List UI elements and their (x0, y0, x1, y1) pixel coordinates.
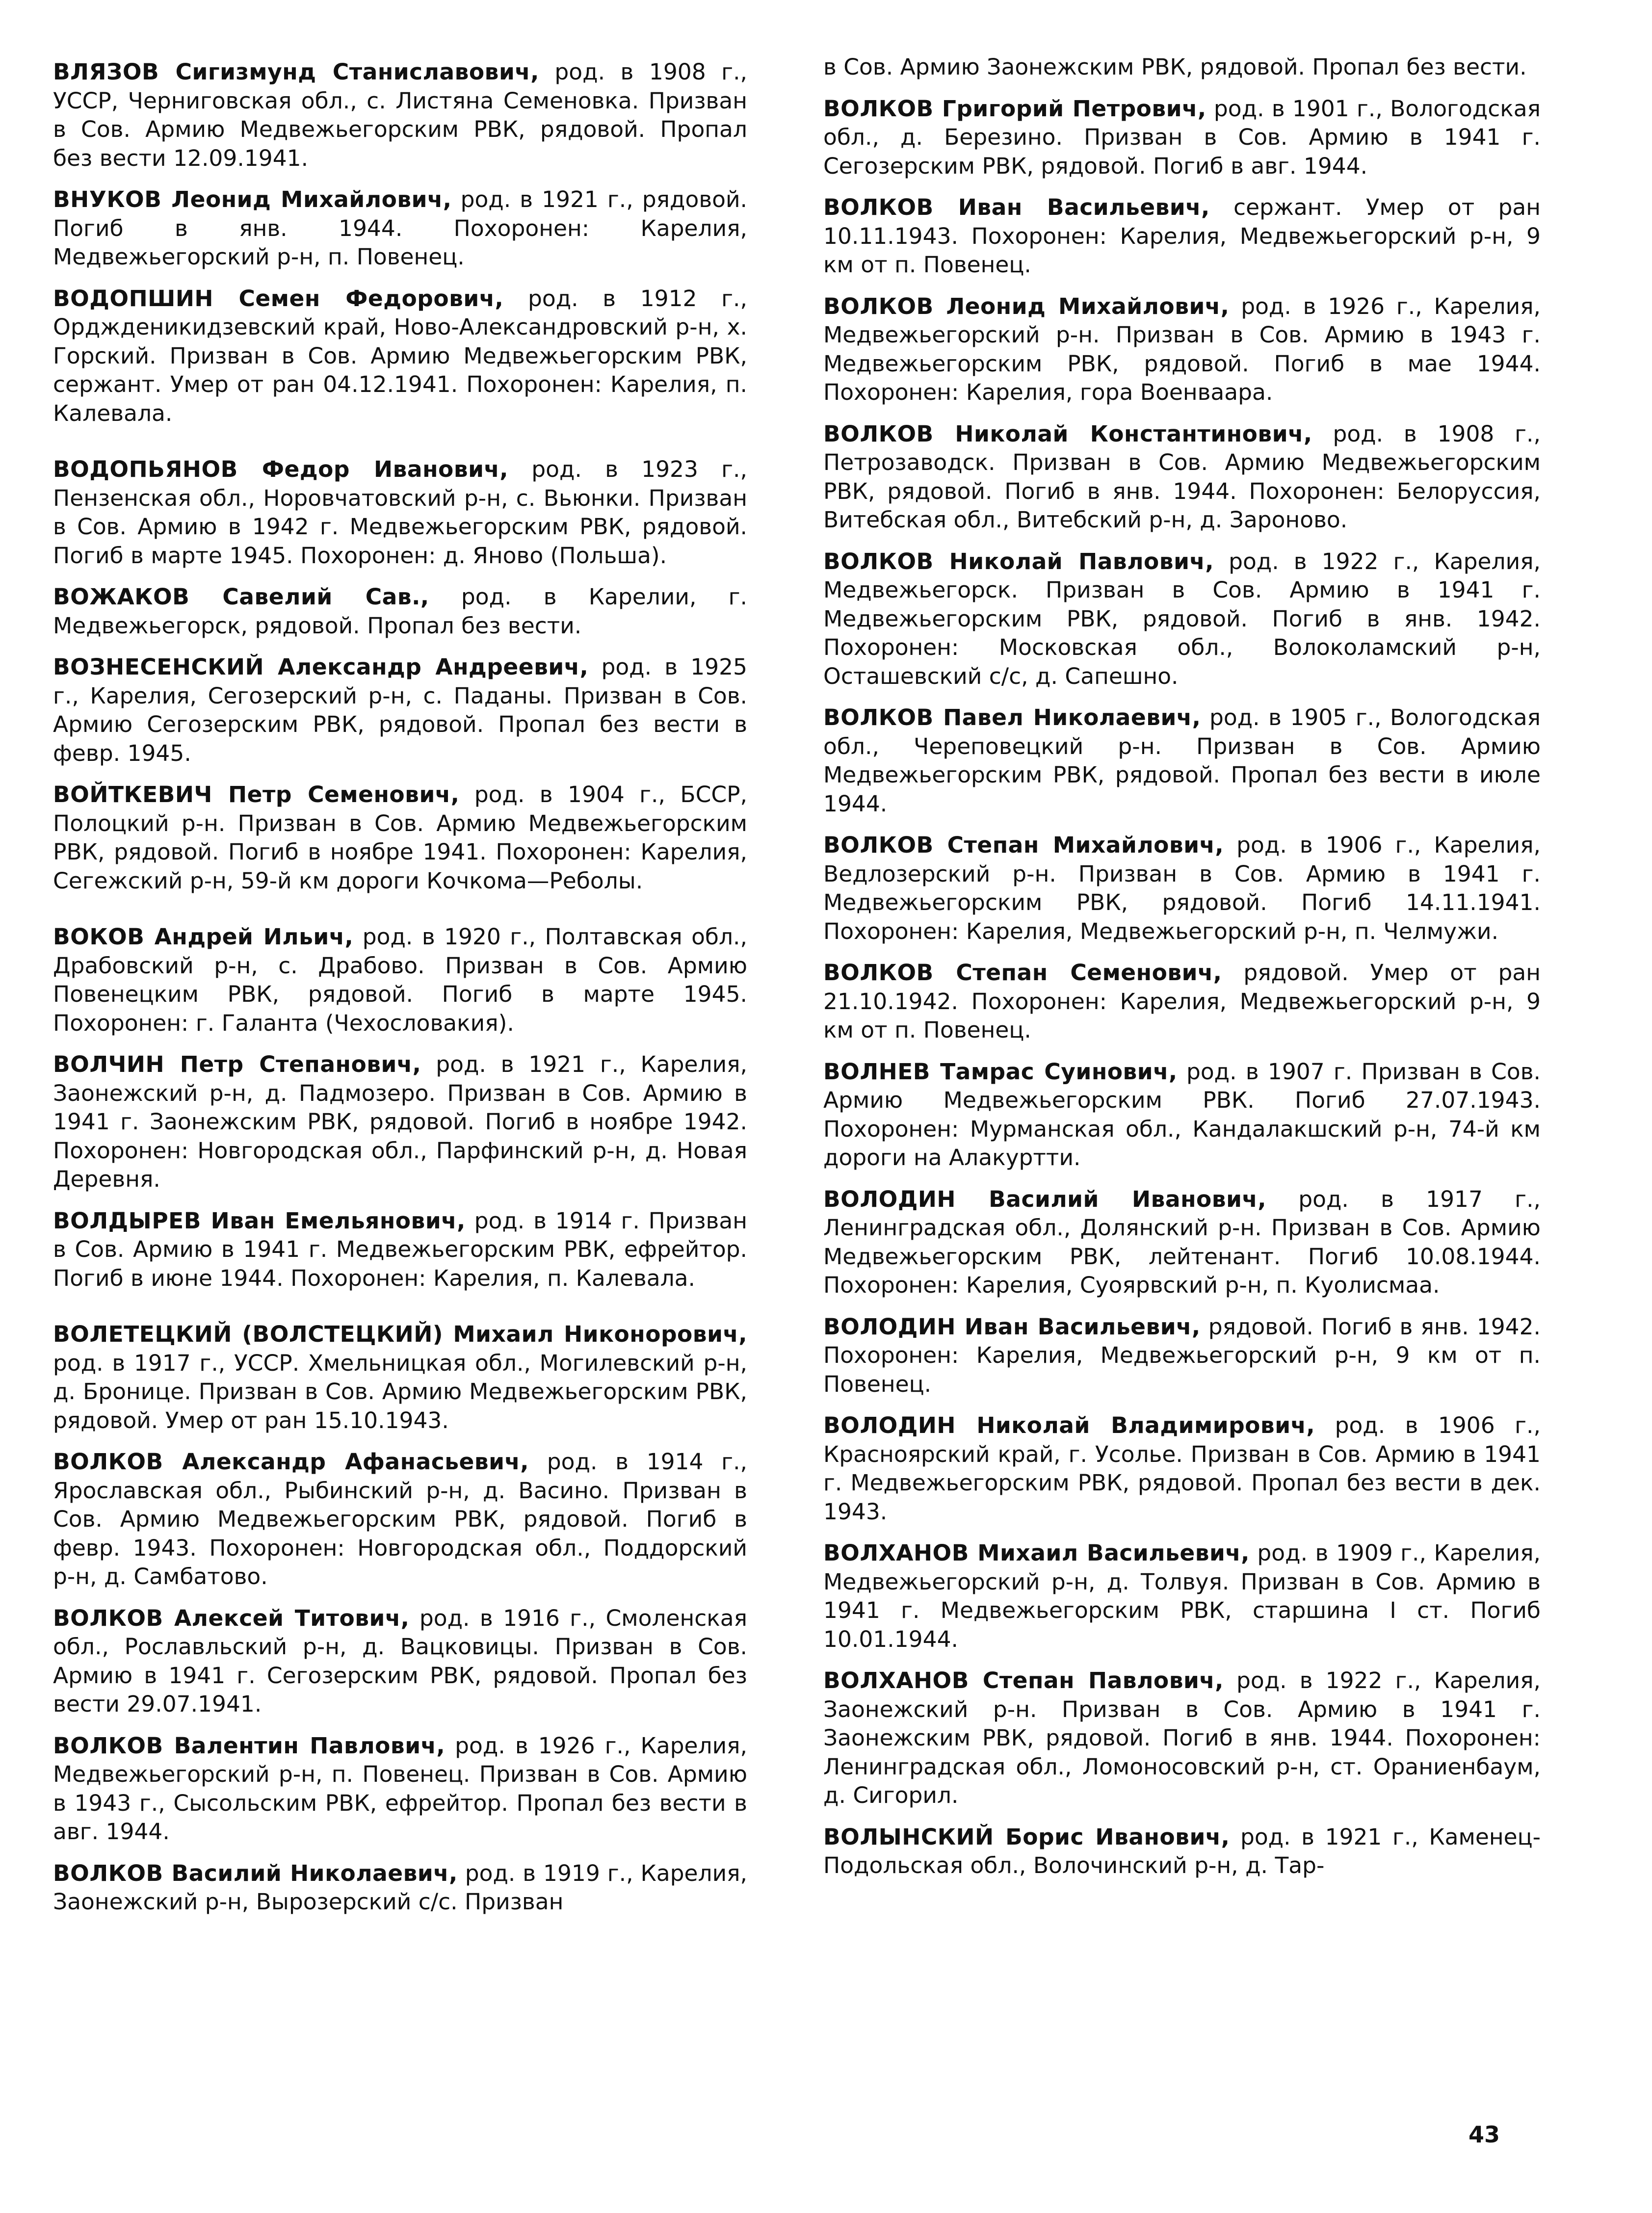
entry-name: ВОЗНЕСЕНСКИЙ Александр Андреевич, (53, 654, 589, 680)
entry (53, 185, 747, 272)
entry (823, 1313, 1541, 1399)
entry-text: род. в Карелии, г. Медвежьегорск, рядовой. Пропал без вести. (53, 584, 748, 639)
right-column (823, 53, 1541, 1893)
entry (823, 547, 1541, 691)
entry-text: род. в 1919 г., Карелия, Заонежский р-н, Вырозерский с/с. Призван (53, 1860, 747, 1915)
entry-name: ВОЛКОВ Александр Афанасьевич, (53, 1449, 529, 1475)
entry-name: ВОЙТКЕВИЧ Петр Семенович, (53, 781, 460, 807)
entry (823, 959, 1541, 1045)
entry-text: род. в 1914 г. Призван в Сов. Армию в 1941 г. Медвежьегорским РВК, ефрейтор. Погиб в июне 1944. Похоронен: Карелия, п. Калевала. (53, 1207, 747, 1291)
entry-text: рядовой. Погиб в янв. 1942. Похоронен: Карелия, Медвежьегорский р-н, 9 км от п. Повенец. (823, 1313, 1541, 1397)
entry-name: ВОЛОДИН Василий Иванович, (823, 1186, 1267, 1212)
entry (53, 285, 747, 428)
entry-text: рядовой. Умер от ран 21.10.1942. Похоронен: Карелия, Медвежьегорский р-н, 9 км от п. Повенец. (823, 960, 1541, 1043)
entry (823, 1058, 1541, 1172)
entry (53, 58, 747, 173)
entry-name: ВОЛКОВ Павел Николаевич, (823, 704, 1201, 730)
entry-name: ВОЛОДИН Иван Васильевич, (823, 1313, 1201, 1340)
entry-name: ВОЖАКОВ Савелий Сав., (53, 584, 429, 610)
entry-name: ВОЛНЕВ Тамрас Суинович, (823, 1058, 1178, 1085)
entry-text: род. в 1907 г. Призван в Сов. Армию Медвежьегорским РВК. Погиб 27.07.1943. Похоронен: Мурманская обл., Кандалакшский р-н, 74-й км дороги на Алакуртти. (823, 1058, 1541, 1171)
entry-text: род. в 1909 г., Карелия, Медвежьегорский р-н, д. Толвуя. Призван в Сов. Армию в 1941 г. Медвежьегорским РВК, старшина I ст. Погиб 10.01.1944. (823, 1540, 1541, 1652)
entry (823, 193, 1541, 280)
entry-text: род. в 1904 г., БССР, Полоцкий р-н. Призван в Сов. Армию Медвежьегорским РВК, рядовой. Погиб в ноябре 1941. Похоронен: Карелия, Сегежский р-н, 59-й км дороги Кочкома—Реболы. (53, 781, 748, 894)
entry-text: род. в 1912 г., Орджденикидзевский край, Ново-Александровский р-н, х. Горский. Призван в Сов. Армию Медвежьегорским РВК, сержант. Умер от ран 04.12.1941. Похоронен: Карелия, п. Калевала. (53, 285, 747, 426)
entry-name: ВНУКОВ Леонид Михайлович, (53, 186, 452, 212)
entry-name: ВОЛКОВ Василий Николаевич, (53, 1860, 458, 1886)
entry-text: сержант. Умер от ран 10.11.1943. Похоронен: Карелия, Медвежьегорский р-н, 9 км от п. Повенец. (823, 194, 1541, 278)
entry-name: ВОДОПЬЯНОВ Федор Иванович, (53, 456, 509, 482)
entry-text: род. в 1921 г., Каменец-Подольская обл., Волочинский р-н, д. Тар- (823, 1823, 1541, 1878)
page-number: 43 (1468, 2121, 1500, 2148)
entry (823, 1666, 1541, 1810)
entry-name: ВОЛЫНСКИЙ Борис Иванович, (823, 1823, 1230, 1850)
entry-text: род. в 1905 г., Вологодская обл., Череповецкий р-н. Призван в Сов. Армию Медвежьегорским РВК, рядовой. Пропал без вести в июле 1944. (823, 704, 1541, 817)
entry-name: ВОЛКОВ Иван Васильевич, (823, 194, 1210, 220)
entry (53, 781, 747, 895)
entry (823, 95, 1541, 181)
entry-name: ВОКОВ Андрей Ильич, (53, 924, 354, 950)
entry-text: род. в 1921 г., рядовой. Погиб в янв. 1944. Похоронен: Карелия, Медвежьегорский р-н, п. Повенец. (53, 186, 747, 270)
entry (53, 1448, 747, 1591)
entry-text: род. в 1922 г., Карелия, Медвежьегорск. Призван в Сов. Армию в 1941 г. Медвежьегорским РВК, рядовой. Погиб в янв. 1942. Похоронен: Московская обл., Волоколамский р-н, Осташевский с/с, д. Сапешно. (823, 548, 1541, 689)
entry-name: ВОДОПШИН Семен Федорович, (53, 285, 504, 312)
entry (823, 1185, 1541, 1300)
entry-name: ВОЛКОВ Николай Павлович, (823, 548, 1214, 574)
entry (53, 1050, 747, 1194)
entry (53, 455, 747, 570)
entry-text: род. в 1920 г., Полтавская обл., Драбовский р-н, с. Драбово. Призван в Сов. Армию Повенецким РВК, рядовой. Погиб в марте 1945. Похоронен: г. Галанта (Чехословакия). (53, 924, 747, 1036)
entry-name: ВОЛОДИН Николай Владимирович, (823, 1412, 1315, 1438)
entry-text: род. в 1921 г., Карелия, Заонежский р-н, д. Падмозеро. Призван в Сов. Армию в 1941 г. Заонежским РВК, рядовой. Погиб в ноябре 1942. Похоронен: Новгородская обл., Парфинский р-н, д. Новая Деревня. (53, 1051, 748, 1192)
entry-name: ВОЛКОВ Алексей Титович, (53, 1605, 410, 1631)
entry-text: род. в 1906 г., Карелия, Ведлозерский р-н. Призван в Сов. Армию в 1941 г. Медвежьегорским РВК, рядовой. Погиб 14.11.1941. Похоронен: Карелия, Медвежьегорский р-н, п. Челмужи. (823, 832, 1541, 944)
entry (53, 1320, 747, 1435)
entry (53, 923, 747, 1038)
entry (823, 1823, 1541, 1880)
entry (823, 292, 1541, 407)
entry-text: род. в 1908 г., Петрозаводск. Призван в Сов. Армию Медвежьегорским РВК, рядовой. Погиб в янв. 1944. Похоронен: Белоруссия, Витебская обл., Витебский р-н, д. Зароново. (823, 420, 1541, 533)
entry-text: род. в 1926 г., Карелия, Медвежьегорский р-н, п. Повенец. Призван в Сов. Армию в 1943 г., Сысольским РВК, ефрейтор. Пропал без вести в авг. 1944. (53, 1732, 748, 1845)
entry-continuation (823, 53, 1541, 82)
entry-name: ВОЛКОВ Валентин Павлович, (53, 1732, 446, 1759)
entry-text: род. в 1901 г., Вологодская обл., д. Березино. Призван в Сов. Армию в 1941 г. Сегозерским РВК, рядовой. Погиб в авг. 1944. (823, 95, 1541, 179)
entry-name: ВОЛКОВ Николай Константинович, (823, 420, 1312, 447)
entry-name: ВЛЯЗОВ Сигизмунд Станиславович, (53, 59, 539, 85)
entry-text: род. в 1923 г., Пензенская обл., Норовчатовский р-н, с. Вьюнки. Призван в Сов. Армию в 1942 г. Медвежьегорским РВК, рядовой. Погиб в марте 1945. Похоронен: д. Яново (Польша). (53, 456, 747, 569)
entry-name: ВОЛКОВ Степан Михайлович, (823, 832, 1224, 858)
entry (53, 1859, 747, 1917)
entry-name: ВОЛЕТЕЦКИЙ (ВОЛСТЕЦКИЙ) Михаил Никонорович, (53, 1321, 747, 1347)
entry-text: род. в 1917 г., УССР. Хмельницкая обл., Могилевский р-н, д. Бронице. Призван в Сов. Армию Медвежьегорским РВК, рядовой. Умер от ран 15.10.1943. (53, 1350, 747, 1433)
entry-name: ВОЛХАНОВ Степан Павлович, (823, 1667, 1224, 1693)
entry (823, 703, 1541, 818)
entry-text: род. в 1914 г., Ярославская обл., Рыбинский р-н, д. Васино. Призван в Сов. Армию Медвежьегорским РВК, рядовой. Погиб в февр. 1943. Похоронен: Новгородская обл., Поддорский р-н, д. Самбатово. (53, 1449, 747, 1589)
entry-name: ВОЛКОВ Леонид Михайлович, (823, 293, 1230, 319)
entry (53, 583, 747, 640)
entry-text: род. в 1926 г., Карелия, Медвежьегорский р-н. Призван в Сов. Армию в 1943 г. Медвежьегорским РВК, рядовой. Погиб в мае 1944. Похоронен: Карелия, гора Военваара. (823, 293, 1541, 405)
entry-name: ВОЛДЫРЕВ Иван Емельянович, (53, 1207, 466, 1234)
entry-name: ВОЛКОВ Степан Семенович, (823, 960, 1222, 986)
entry-text: в Сов. Армию Заонежским РВК, рядовой. Пропал без вести. (823, 54, 1527, 80)
entry-text: род. в 1916 г., Смоленская обл., Рославльский р-н, д. Вацковицы. Призван в Сов. Армию в 1941 г. Сегозерским РВК, рядовой. Пропал без вести 29.07.1941. (53, 1605, 747, 1717)
entry-text: род. в 1908 г., УССР, Черниговская обл., с. Листяна Семеновка. Призван в Сов. Армию Медвежьегорским РВК, рядовой. Пропал без вести 12.09.1941. (53, 59, 747, 171)
entry (823, 1411, 1541, 1526)
entry (823, 831, 1541, 946)
entry-text: род. в 1906 г., Красноярский край, г. Усолье. Призван в Сов. Армию в 1941 г. Медвежьегорским РВК, рядовой. Пропал без вести в дек. 1943. (823, 1412, 1541, 1525)
entry-name: ВОЛЧИН Петр Степанович, (53, 1051, 421, 1077)
entry-name: ВОЛКОВ Григорий Петрович, (823, 95, 1206, 122)
entry-text: род. в 1922 г., Карелия, Заонежский р-н. Призван в Сов. Армию в 1941 г. Заонежским РВК, рядовой. Погиб в янв. 1944. Похоронен: Ленинградская обл., Ломоносовский р-н, ст. Ораниенбаум, д. Сигорил. (823, 1667, 1541, 1808)
entry-name: ВОЛХАНОВ Михаил Васильевич, (823, 1540, 1250, 1566)
entry (53, 1604, 747, 1719)
entry (823, 1539, 1541, 1654)
entry-text: род. в 1925 г., Карелия, Сегозерский р-н, с. Паданы. Призван в Сов. Армию Сегозерским РВК, рядовой. Пропал без вести в февр. 1945. (53, 654, 747, 766)
entry (53, 653, 747, 768)
left-column (53, 58, 747, 1929)
entry (823, 420, 1541, 535)
entry (53, 1207, 747, 1293)
entry-text: род. в 1917 г., Ленинградская обл., Долянский р-н. Призван в Сов. Армию Медвежьегорским РВК, лейтенант. Погиб 10.08.1944. Похоронен: Карелия, Суоярвский р-н, п. Куолисмаа. (823, 1186, 1541, 1298)
entry (53, 1732, 747, 1847)
